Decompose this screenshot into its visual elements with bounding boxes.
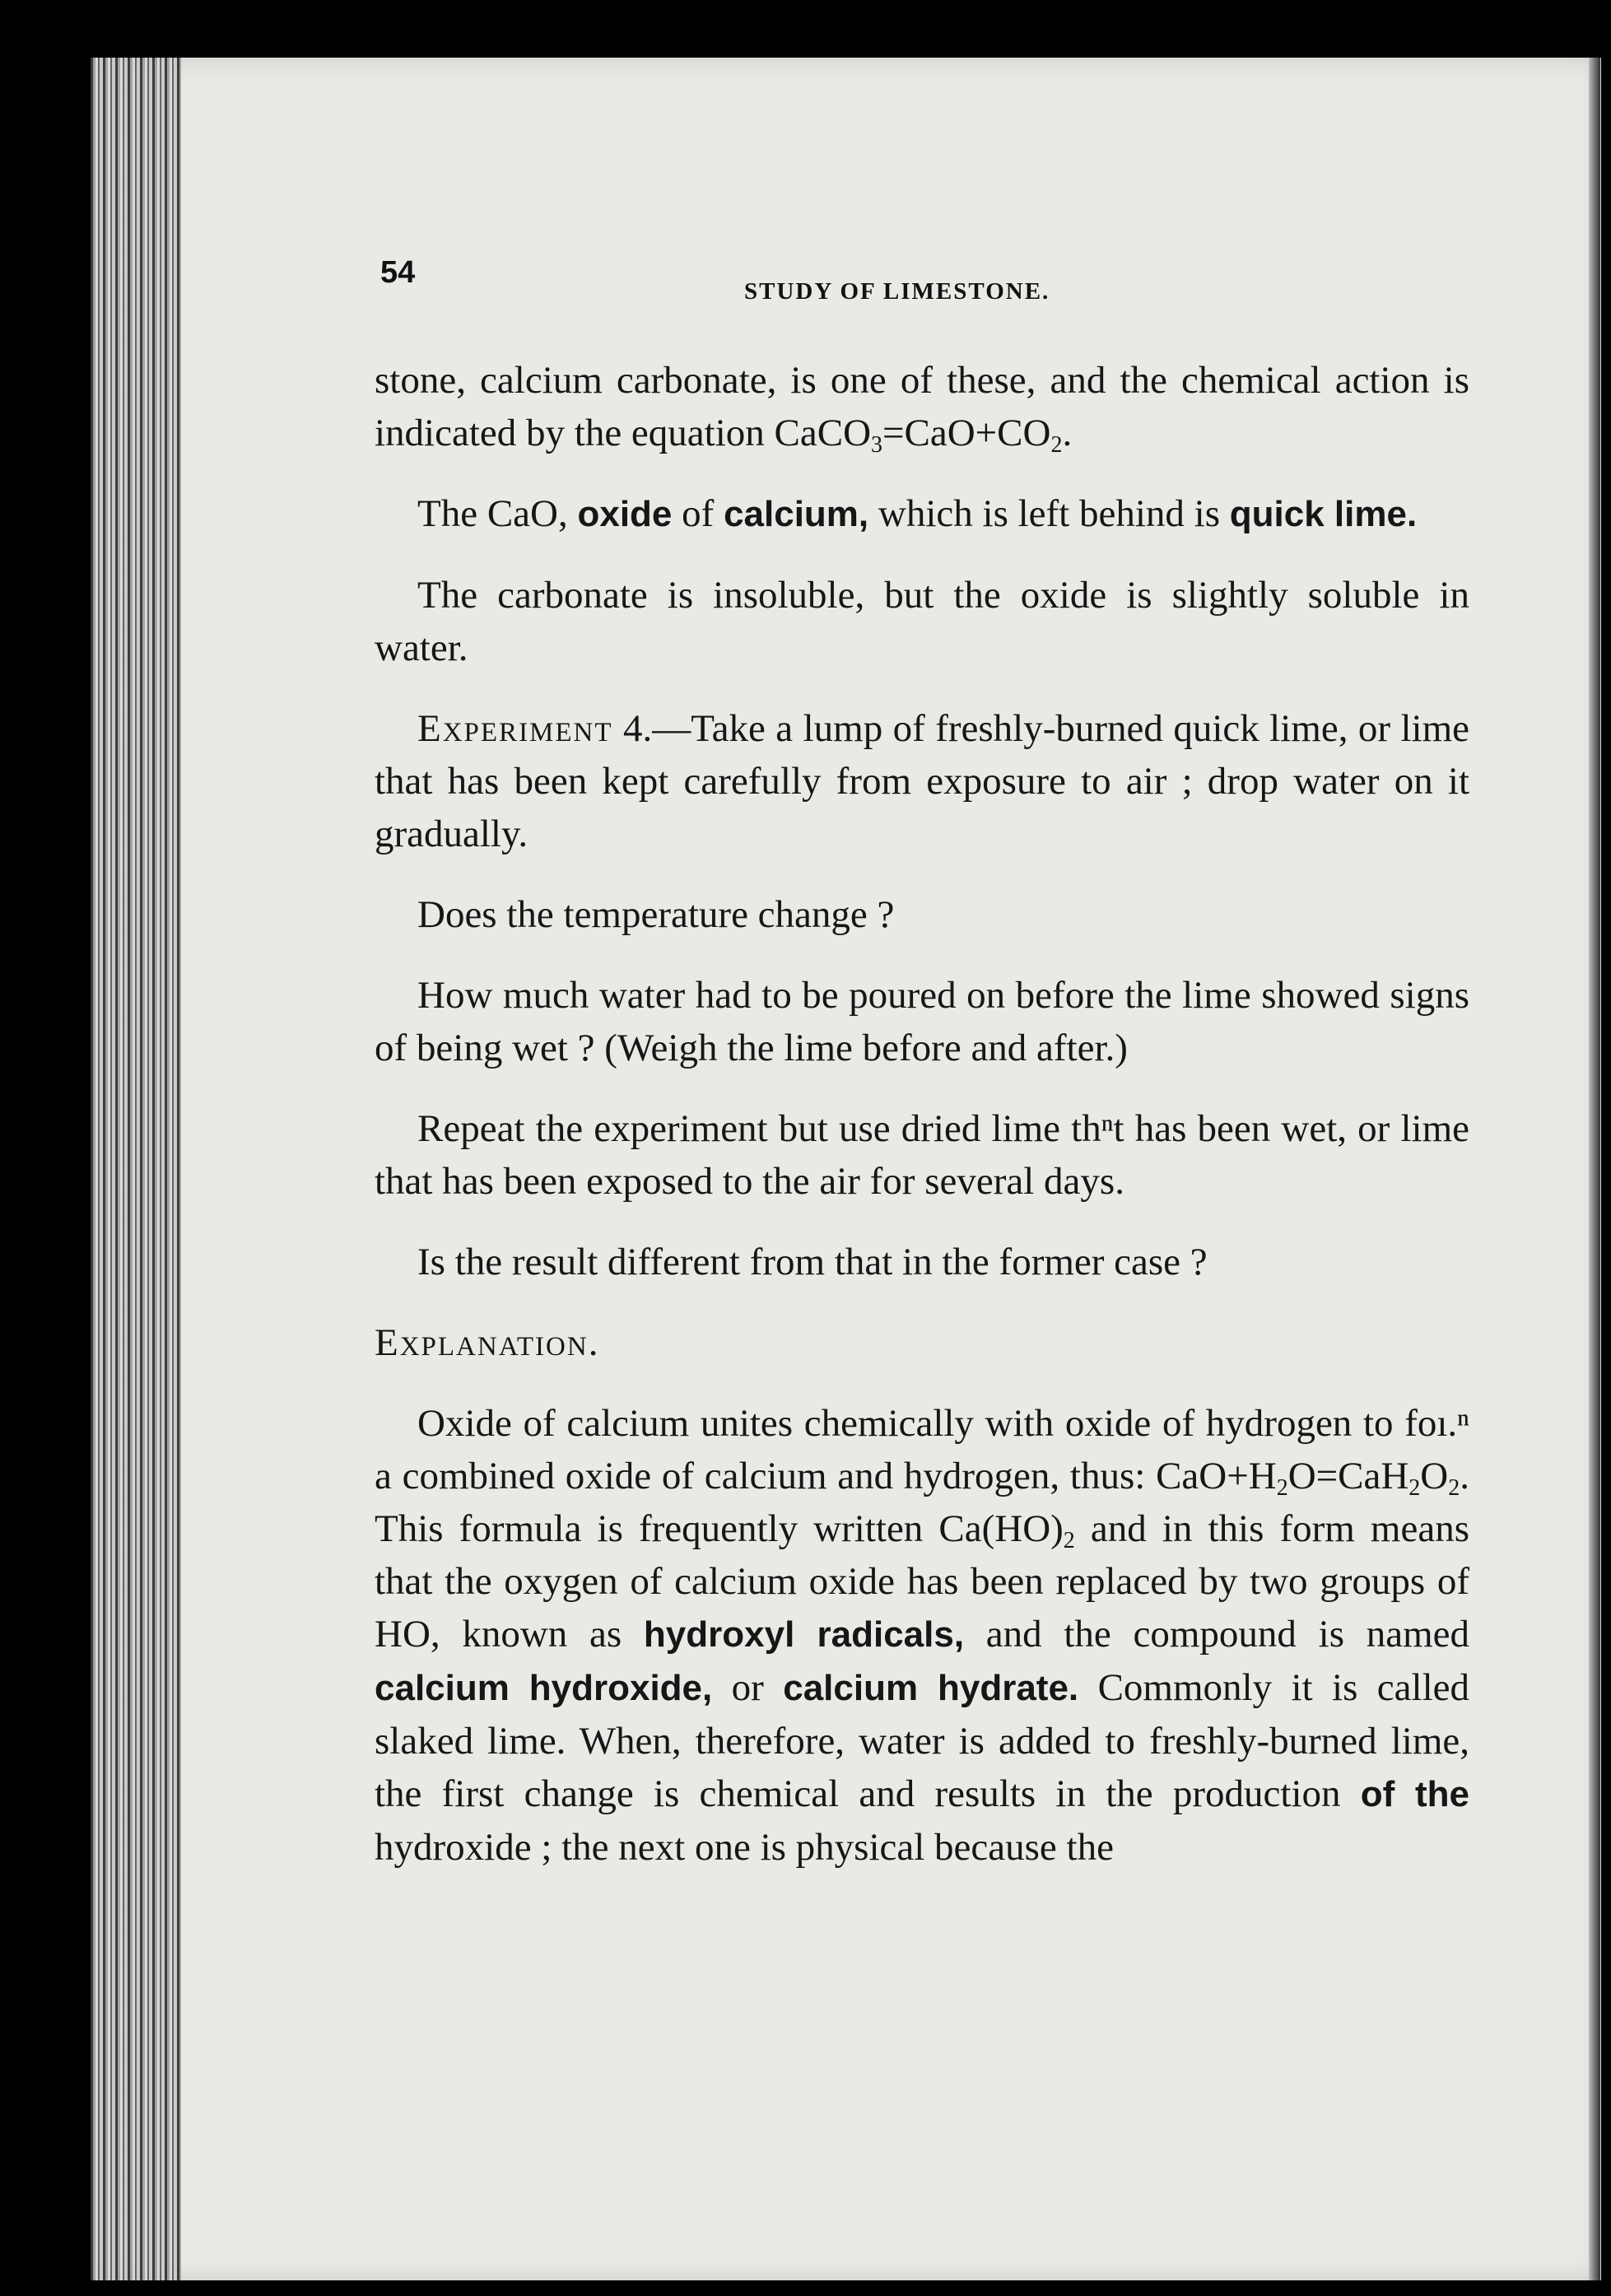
subscript: 2 [1063,1528,1075,1553]
bold-term: calcium, [724,494,869,534]
subscript: 3 [871,432,883,458]
paragraph-4 [375,702,1469,860]
book-spine [91,58,181,2280]
subscript: 2 [1448,1475,1460,1501]
paragraph-8: Is the result different from that in the former case ? [417,1241,1208,1283]
subscript: 2 [1050,432,1063,458]
text-span: Commonly it is called slaked lime. When, therefore, water is added to freshly-burned lime, the first change is chemical and results in the production [375,1666,1469,1815]
paragraph-9 [375,1397,1469,1874]
experiment-label: Experiment [417,707,613,750]
text-span: O=CaH [1287,1455,1409,1497]
running-title: STUDY OF LIMESTONE. [744,278,1050,305]
paragraph-1 [375,354,1469,459]
text-span: =CaO+CO [882,412,1051,454]
text-span: stone, calcium carbonate, is one of these, and the chemical action is indicated by the equation CaCO [375,359,1469,454]
text-span: of [672,492,724,535]
paragraph-6: How much water had to be poured on before the lime showed signs of being wet ? (Weigh the lime before and after.) [375,974,1469,1069]
bold-term: calcium hydrate. [783,1668,1079,1708]
text-span: and in this form means that the oxygen of calcium oxide has been replaced by two groups of HO, known as [375,1507,1469,1656]
subscript: 2 [1408,1475,1421,1501]
subscript: 2 [1276,1475,1288,1501]
bold-term: of the [1360,1774,1469,1814]
text-span: . [1062,412,1073,454]
text-span: which is left behind is [868,492,1230,535]
page-header [380,255,1467,313]
bold-term: calcium hydroxide, [375,1668,713,1708]
section-heading: Explanation. [375,1321,600,1364]
text-span: 4.—Take a lump of freshly-burned quick lime, or lime that has been kept carefully from exposure to air ; drop water on it gradually. [375,707,1469,855]
text-span: and the compound is named [964,1613,1470,1656]
text-span: The CaO, [417,492,578,535]
text-span: hydroxide ; the next one is physical because the [375,1826,1114,1869]
bold-term: oxide [577,494,673,534]
paragraph-3: The carbonate is insoluble, but the oxide is slightly soluble in water. [375,574,1469,669]
paragraph-2 [375,487,1469,541]
text-span: Oxide of calcium unites chemically with oxide of hydrogen to foı.ⁿ a combined oxide of calcium and hydrogen, thus: CaO+H [375,1402,1469,1497]
bold-term: quick lime. [1229,494,1418,534]
text-span: O [1420,1455,1449,1497]
text-span: or [712,1666,784,1709]
body-text [375,354,1469,1902]
paragraph-7: Repeat the experiment but use dried lime thⁿt has been wet, or lime that has been exposed to the air for several days. [375,1107,1469,1203]
page-number: 54 [380,255,416,290]
page-edge [1589,58,1600,2280]
text-span: . This formula is frequently written Ca(HO) [375,1455,1469,1550]
bold-term: hydroxyl radicals, [643,1614,965,1655]
paragraph-5: Does the temperature change ? [417,893,895,936]
